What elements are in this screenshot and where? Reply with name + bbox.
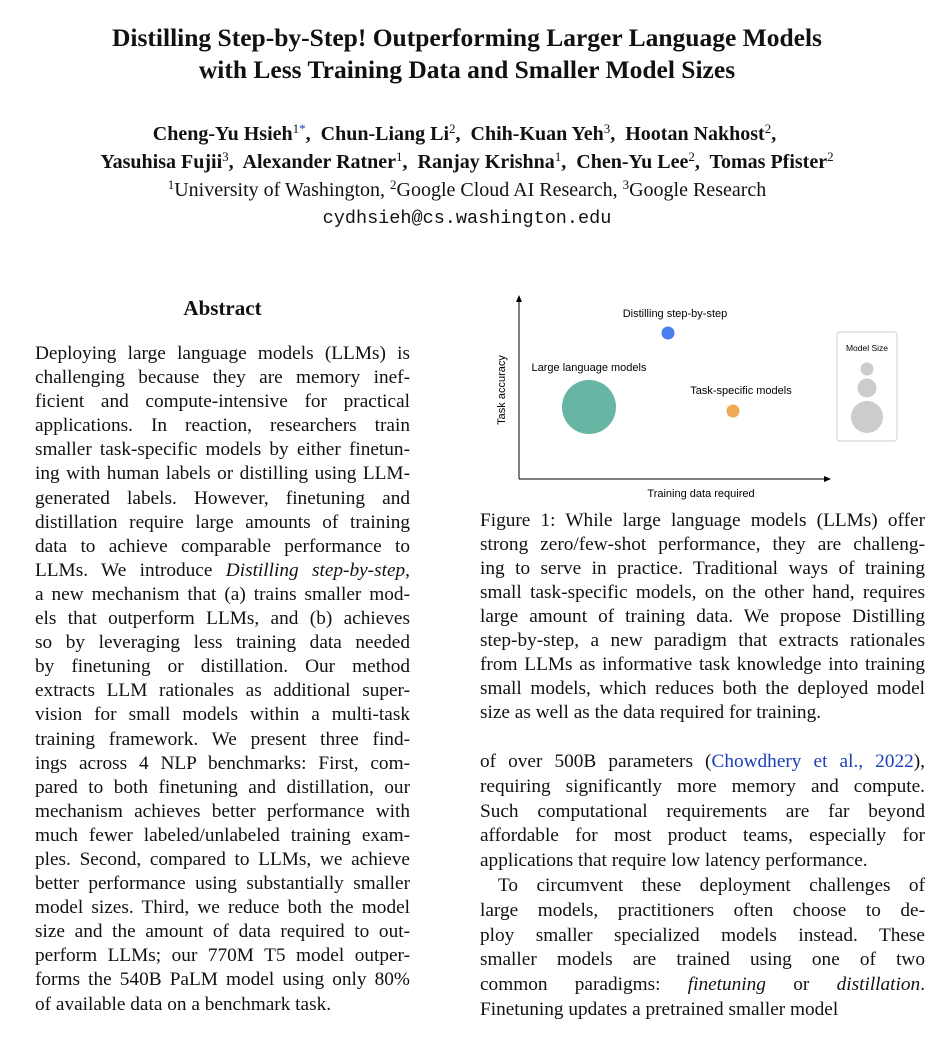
text-span: Deploying large language models (LLMs) is bbox=[35, 343, 410, 364]
text-line bbox=[480, 973, 925, 998]
text-line bbox=[35, 607, 410, 631]
text-span: . bbox=[920, 974, 926, 996]
italic-text: finetuning bbox=[687, 974, 766, 996]
legend-size-medium bbox=[858, 379, 877, 398]
text-line bbox=[35, 414, 410, 438]
text-line bbox=[35, 438, 410, 462]
text-line bbox=[480, 701, 925, 725]
text-line bbox=[480, 677, 925, 701]
text-line bbox=[480, 899, 925, 924]
text-line bbox=[480, 533, 925, 557]
text-line bbox=[35, 824, 410, 848]
text-line bbox=[35, 511, 410, 535]
affiliation-marker: 1 bbox=[396, 149, 403, 164]
text-line bbox=[480, 998, 925, 1023]
y-axis-arrow bbox=[516, 295, 522, 302]
text-span: by finetuning or distillation. Our method bbox=[35, 656, 410, 678]
title-line: with Less Training Data and Smaller Model Sizes bbox=[198, 55, 736, 84]
text-span: large amount of training data. We propose Distilling bbox=[480, 606, 925, 627]
text-span: affordable for most product teams, especially for bbox=[480, 825, 925, 847]
x-axis-label: Training data required bbox=[647, 488, 755, 500]
text-span: smaller models are trained using one of two bbox=[480, 949, 925, 971]
affiliation-marker: 1 bbox=[292, 121, 300, 136]
text-span: or bbox=[765, 974, 837, 996]
text-span: step-by-step, a new paradigm that extracts rationales bbox=[480, 630, 925, 651]
text-span: model sizes. Third, we reduce both the model bbox=[35, 897, 410, 919]
author-name: Hootan Nakhost bbox=[625, 123, 765, 145]
text-span: data to achieve comparable performance to bbox=[35, 535, 410, 557]
text-span: LLMs. We introduce bbox=[35, 559, 226, 581]
contact-email: cydhsieh@cs.washington.edu bbox=[322, 208, 612, 229]
text-line bbox=[480, 629, 925, 653]
text-span: so by leveraging less training data needed bbox=[35, 632, 410, 654]
text-span: training framework. We present three find- bbox=[35, 728, 410, 750]
text-line bbox=[35, 896, 410, 920]
author-name: Chun-Liang Li bbox=[320, 123, 450, 145]
author-line: Cheng-Yu Hsieh$^{1*}$, Chun-Liang Li$^2$, Chih-Kuan Yeh$^3$, Hootan Nakhost$^2$, bbox=[152, 121, 782, 145]
text-span: ficient and compute-intensive for practical bbox=[35, 391, 410, 413]
text-line bbox=[35, 968, 410, 992]
text-line bbox=[35, 848, 410, 872]
author-name: Ranjay Krishna bbox=[417, 151, 555, 173]
text-span: ing to serve in practice. Traditional ways of training bbox=[480, 558, 925, 579]
introduction-body bbox=[480, 750, 925, 1023]
text-span: Such computational requirements are far beyond bbox=[480, 800, 925, 822]
text-span: mechanism achieves better performance with bbox=[35, 800, 410, 822]
text-span: applications. In reaction, researchers train bbox=[35, 415, 410, 437]
text-line bbox=[480, 605, 925, 629]
text-line bbox=[480, 750, 925, 775]
text-span: requiring significantly more memory and compute. bbox=[480, 775, 925, 797]
text-line bbox=[35, 752, 410, 776]
text-line bbox=[480, 800, 925, 825]
point-distilling bbox=[662, 327, 675, 340]
text-line bbox=[35, 366, 410, 390]
text-span: , bbox=[405, 559, 410, 581]
citation-link[interactable]: Chowdhery et al., 2022 bbox=[711, 751, 914, 772]
affiliation-marker: 2 bbox=[688, 149, 695, 164]
text-span: vision for small models within a multi-task bbox=[35, 704, 410, 726]
text-span: small models, which reduces both the deployed model bbox=[480, 678, 925, 699]
legend-title: Model Size bbox=[845, 343, 889, 353]
affiliation-marker: 2 bbox=[449, 121, 456, 136]
text-span: ploy smaller specialized models instead. These bbox=[480, 924, 925, 946]
y-axis-label: Task accuracy bbox=[496, 355, 508, 425]
author-name: Cheng-Yu Hsieh bbox=[152, 123, 293, 145]
text-line bbox=[480, 581, 925, 605]
text-line bbox=[480, 874, 925, 899]
text-span: pared to both finetuning and distillation, our bbox=[35, 776, 410, 798]
text-line bbox=[35, 944, 410, 968]
affiliation-name: Google Research bbox=[629, 179, 767, 201]
point-label-task-specific: Task-specific models bbox=[690, 385, 792, 397]
text-span: size and the amount of data required to out- bbox=[35, 921, 410, 943]
text-span: Figure 1: While large language models (LLMs) offer bbox=[480, 510, 925, 531]
author-line: Yasuhisa Fujii$^3$, Alexander Ratner$^1$, Ranjay Krishna$^1$, Chen-Yu Lee$^2$, Tomas Pfister$^2$ bbox=[100, 149, 834, 173]
affiliation-number: 1 bbox=[167, 177, 175, 192]
text-line bbox=[480, 948, 925, 973]
affiliation-marker: 2 bbox=[827, 149, 834, 164]
text-span: better performance using substantially smaller bbox=[35, 873, 410, 895]
text-span: of available data on a benchmark task. bbox=[35, 993, 332, 1015]
point-llm bbox=[562, 380, 616, 434]
footnote-marker[interactable]: * bbox=[299, 121, 306, 136]
abstract-body bbox=[35, 342, 410, 1017]
text-line bbox=[480, 824, 925, 849]
text-line bbox=[35, 728, 410, 752]
author-name: Chen-Yu Lee bbox=[576, 151, 689, 173]
affiliation-marker: 3 bbox=[222, 149, 229, 164]
text-line bbox=[35, 487, 410, 511]
text-span: a new mechanism that (a) trains smaller mod- bbox=[35, 583, 410, 605]
author-list bbox=[0, 120, 934, 176]
text-line bbox=[35, 920, 410, 944]
affiliation-name: Google Cloud AI Research bbox=[396, 179, 613, 201]
affiliation-number: 2 bbox=[390, 177, 397, 192]
title-line: Distilling Step-by-Step! Outperforming Larger Language Models bbox=[112, 23, 822, 52]
figure-1 bbox=[490, 290, 910, 505]
text-line bbox=[35, 535, 410, 559]
text-span: generated labels. However, finetuning and bbox=[35, 487, 410, 509]
affiliation-marker: 3 bbox=[603, 121, 611, 136]
text-span: els that outperform LLMs, and (b) achieves bbox=[35, 608, 410, 630]
point-label-llm: Large language models bbox=[531, 362, 647, 374]
author-name: Alexander Ratner bbox=[242, 151, 397, 173]
x-axis-arrow bbox=[824, 476, 831, 482]
affiliation-name: University of Washington bbox=[174, 179, 381, 201]
text-line bbox=[35, 993, 410, 1017]
text-line bbox=[35, 342, 410, 366]
text-span: common paradigms: bbox=[480, 974, 688, 996]
text-span: ples. Second, compared to LLMs, we achieve bbox=[35, 848, 410, 870]
text-span: smaller task-specific models by either finetun- bbox=[35, 439, 410, 461]
text-line bbox=[35, 390, 410, 414]
text-line bbox=[35, 655, 410, 679]
text-line bbox=[35, 776, 410, 800]
figure-caption bbox=[480, 509, 925, 725]
affiliation-number: 3 bbox=[622, 177, 630, 192]
point-label-distilling: Distilling step-by-step bbox=[622, 308, 728, 320]
author-name: Yasuhisa Fujii bbox=[100, 151, 223, 173]
text-span: of over 500B parameters ( bbox=[480, 751, 712, 772]
text-span: To circumvent these deployment challenges of bbox=[498, 874, 925, 896]
text-span: size as well as the data required for training. bbox=[480, 702, 822, 723]
text-span: ), bbox=[913, 751, 925, 772]
text-line bbox=[35, 559, 410, 583]
italic-text: Distilling step-by-step bbox=[225, 559, 406, 581]
text-line bbox=[480, 557, 925, 581]
paper-title bbox=[0, 22, 934, 86]
affiliation-marker: 2 bbox=[764, 121, 772, 136]
italic-text: distillation bbox=[836, 974, 921, 996]
legend-size-large bbox=[851, 401, 883, 433]
text-span: small task-specific models, on the other hand, requires bbox=[480, 582, 925, 603]
point-task-specific bbox=[727, 405, 740, 418]
text-line bbox=[480, 924, 925, 949]
text-span: extracts LLM rationales as additional super- bbox=[35, 680, 410, 702]
text-line bbox=[35, 872, 410, 896]
text-span: Finetuning updates a pretrained smaller model bbox=[480, 998, 839, 1020]
text-span: strong zero/few-shot performance, they are challeng- bbox=[480, 534, 925, 555]
text-span: distillation require large amounts of training bbox=[35, 511, 410, 533]
text-line bbox=[480, 509, 925, 533]
text-span: ing with human labels or distilling using LLM- bbox=[35, 463, 410, 485]
text-line bbox=[35, 679, 410, 703]
text-line bbox=[480, 775, 925, 800]
text-line bbox=[35, 800, 410, 824]
text-line bbox=[35, 462, 410, 486]
text-line bbox=[480, 653, 925, 677]
text-span: from LLMs as informative task knowledge into training bbox=[480, 654, 925, 675]
author-name: Tomas Pfister bbox=[709, 151, 828, 173]
text-span: large models, practitioners often choose to de- bbox=[480, 899, 925, 921]
text-span: perform LLMs; our 770M T5 model outper- bbox=[35, 945, 410, 967]
legend-size-small bbox=[861, 363, 874, 376]
abstract-heading: Abstract bbox=[183, 296, 262, 320]
text-span: ings across 4 NLP benchmarks: First, com- bbox=[35, 752, 410, 774]
affiliations: $^1$University of Washington, $^2$Google Cloud AI Research, $^3$Google Research bbox=[167, 177, 767, 201]
text-span: forms the 540B PaLM model using only 80% bbox=[35, 969, 410, 991]
text-line bbox=[480, 849, 925, 874]
author-name: Chih-Kuan Yeh bbox=[470, 123, 604, 145]
text-span: challenging because they are memory inef- bbox=[35, 367, 410, 389]
text-line bbox=[35, 631, 410, 655]
text-span: applications that require low latency performance. bbox=[480, 850, 868, 872]
text-span: much fewer labeled/unlabeled training exam- bbox=[35, 824, 410, 846]
text-line bbox=[35, 583, 410, 607]
affiliation-marker: 1 bbox=[554, 149, 562, 164]
text-line bbox=[35, 703, 410, 727]
